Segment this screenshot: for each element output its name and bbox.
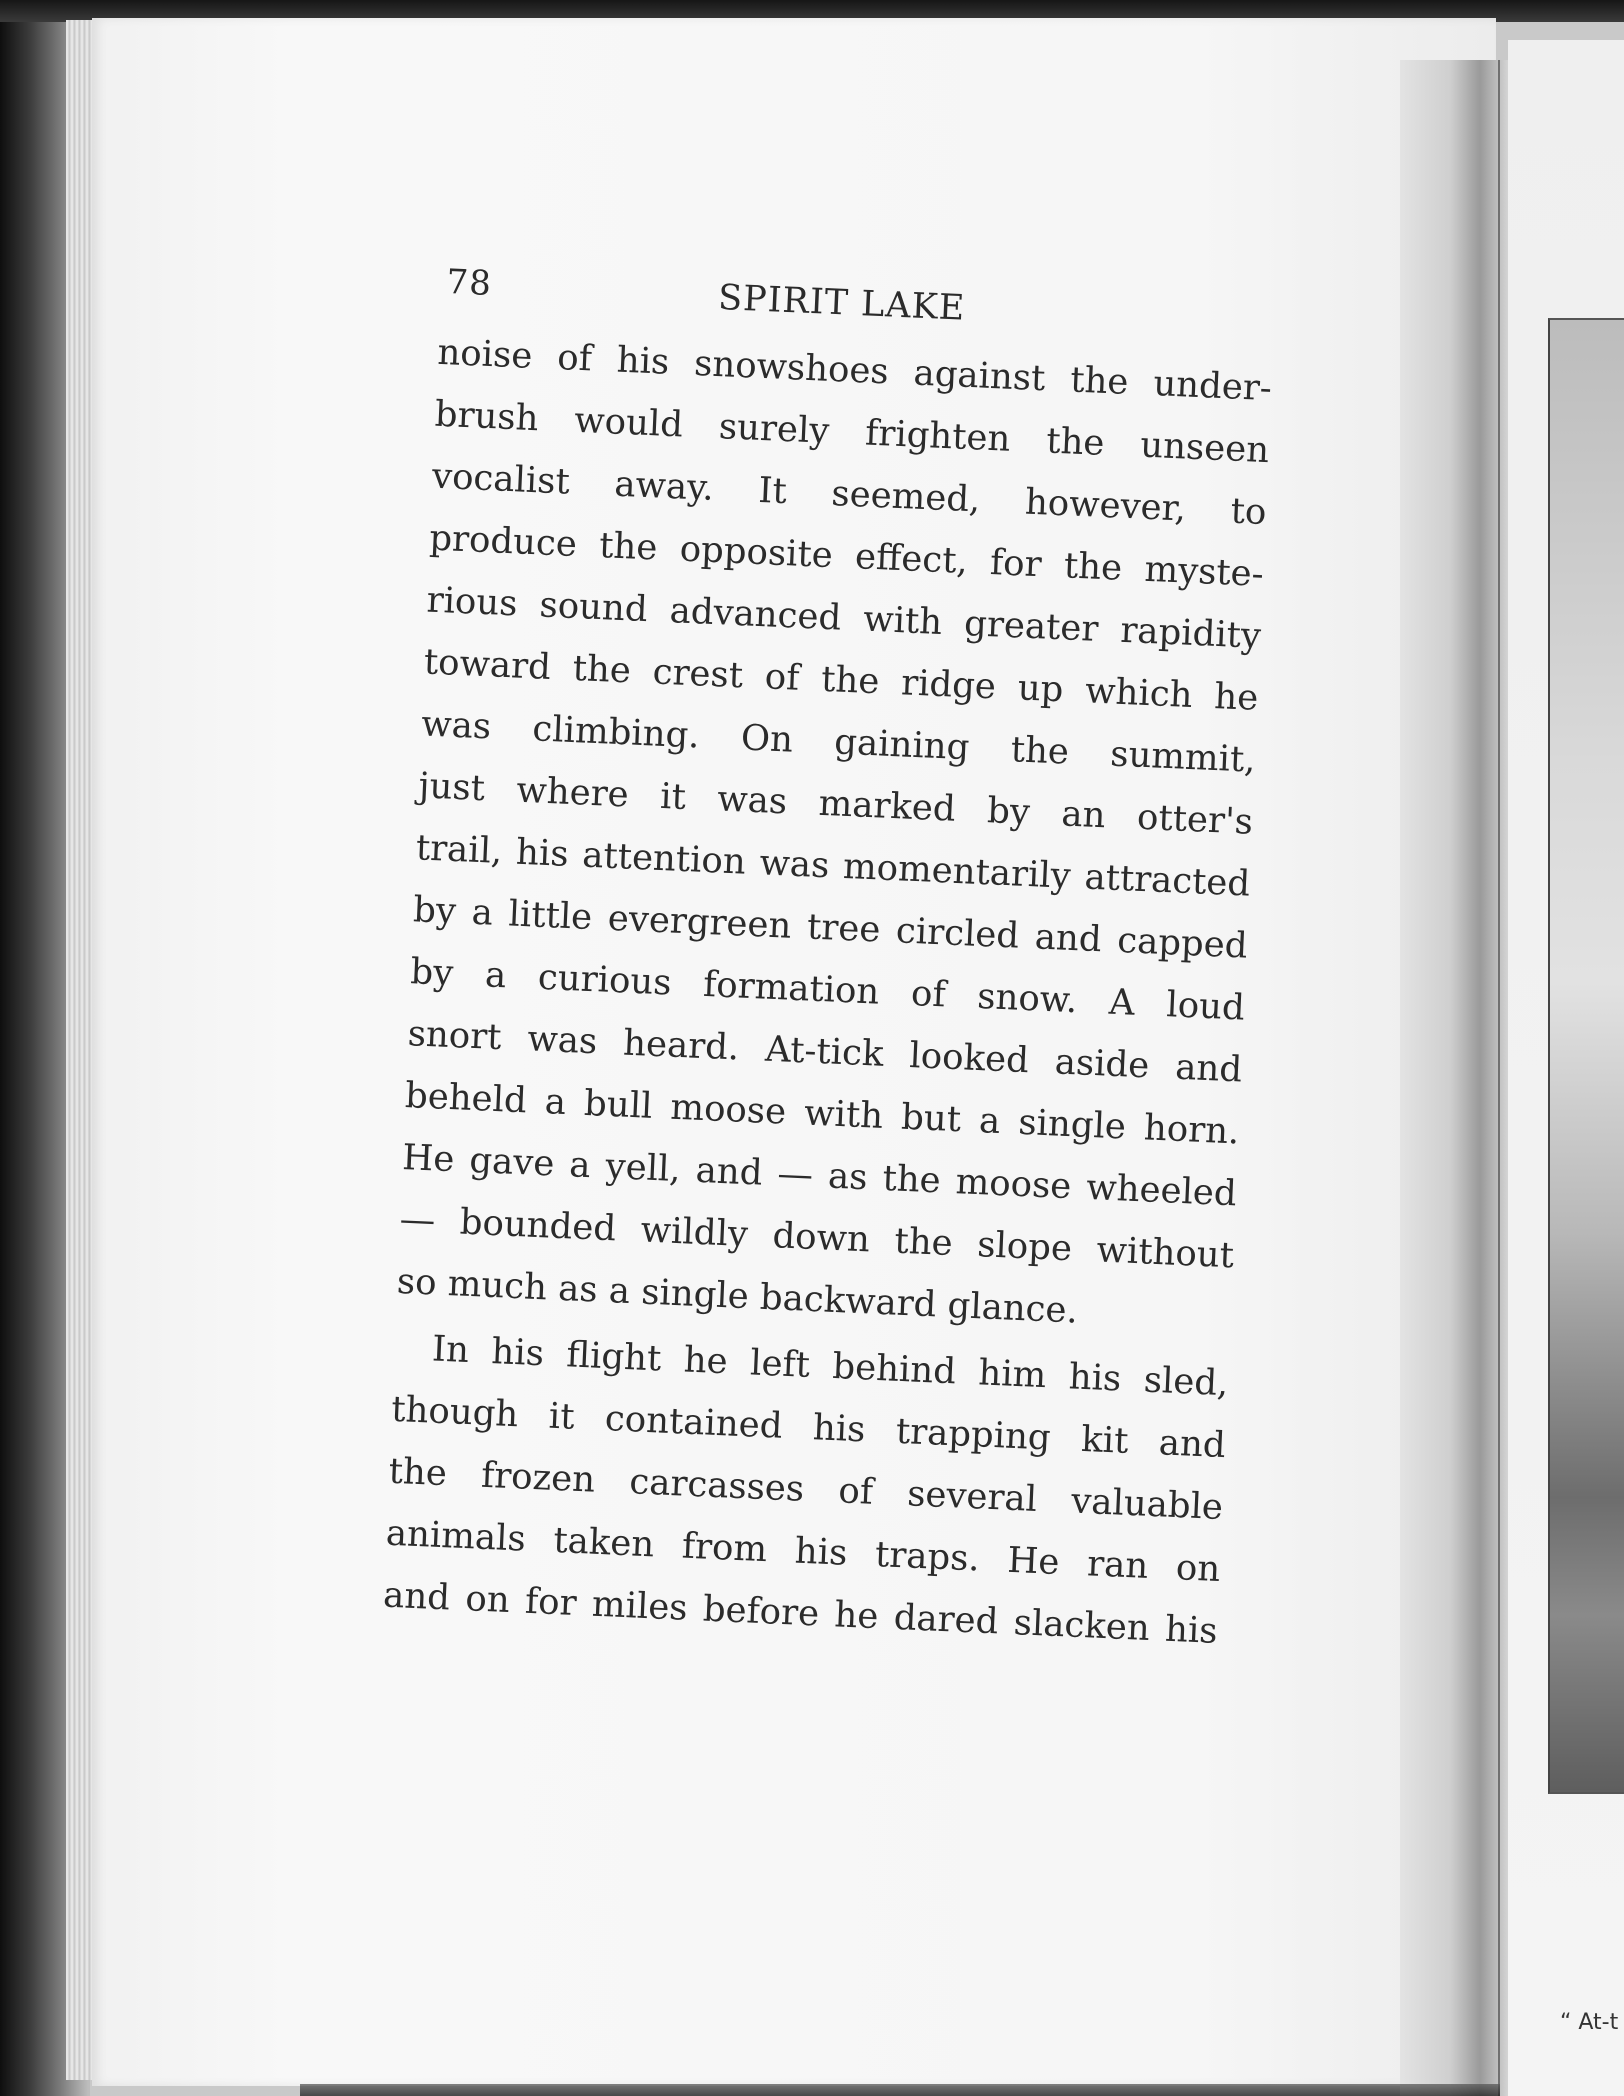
text-line: He gave a yell, and — as the moose wheeled	[401, 1136, 1238, 1215]
page-number: 78	[445, 262, 493, 305]
book-gutter	[1400, 60, 1510, 2096]
paragraph-1	[354, 320, 1273, 1349]
text-line: beheld a bull moose with but a single horn.	[404, 1075, 1241, 1153]
text-line: just where it was marked by an otter's	[417, 765, 1254, 843]
running-title: SPIRIT LAKE	[717, 277, 967, 329]
text-line: and on for miles before he dared slacken his	[382, 1574, 1219, 1652]
text-line: snort was heard. At-tick looked aside and	[406, 1013, 1243, 1091]
text-line: noise of his snowshoes against the under-	[436, 331, 1273, 410]
text-line: brush would surely frighten the unseen	[433, 393, 1270, 472]
bottom-edge-shadow	[300, 2084, 1500, 2096]
text-line: rious sound advanced with greater rapidity	[425, 579, 1262, 657]
page-text-block	[340, 250, 1273, 1663]
text-line: though it contained his trapping kit and	[390, 1388, 1227, 1467]
text-line: was climbing. On gaining the summit,	[420, 703, 1257, 781]
text-line: — bounded wildly down the slope without	[398, 1198, 1235, 1277]
facing-page-photo-plate	[1548, 318, 1624, 1794]
paragraph-2	[340, 1315, 1230, 1663]
text-line: by a curious formation of snow. A loud	[409, 951, 1246, 1029]
text-line: the frozen carcasses of several valuable	[387, 1450, 1224, 1529]
text-line: so much as a single backward glance.	[396, 1260, 1079, 1332]
text-line: animals taken from his traps. He ran on	[385, 1512, 1222, 1591]
text-line: vocalist away. It seemed, however, to	[431, 455, 1268, 534]
text-line: toward the crest of the ridge up which he	[423, 641, 1260, 719]
text-line: by a little evergreen tree circled and capped	[412, 889, 1249, 967]
facing-page-caption: “ At-t	[1560, 2010, 1619, 2035]
text-line: trail, his attention was momentarily attracted	[415, 827, 1252, 905]
gutter-fold-line	[1498, 60, 1500, 2096]
text-line: In his flight he left behind him his sled,	[431, 1328, 1230, 1405]
text-line: produce the opposite effect, for the myste-	[428, 517, 1265, 595]
page-stack-edge	[66, 20, 95, 2080]
